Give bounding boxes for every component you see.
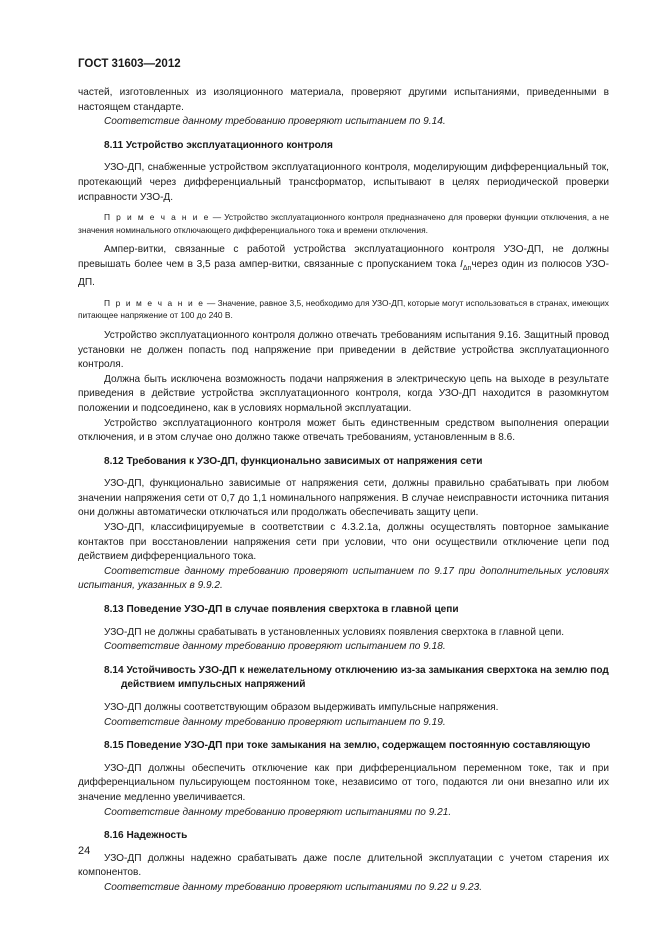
page-number: 24 bbox=[78, 845, 91, 857]
paragraph: УЗО-ДП, снабженные устройством эксплуатационного контроля, моделирующим дифференциальный ток, протекающий через дифференциальный трансформатор, испытывают в целях периодической проверки исправности УЗО-Д. bbox=[78, 162, 609, 203]
compliance-note: Соответствие данному требованию проверяют испытанием по 9.19. bbox=[104, 716, 446, 728]
note-label: П р и м е ч а н и е bbox=[104, 212, 210, 223]
paragraph: УЗО-ДП должны надежно срабатывать даже после длительной эксплуатации с учетом старения их компонентов. bbox=[78, 852, 609, 879]
paragraph-text: через один из полюсов УЗО-ДП. bbox=[78, 258, 609, 289]
note bbox=[78, 211, 609, 236]
section-heading-8-12: 8.12 Требования к УЗО-ДП, функционально зависимых от напряжения сети bbox=[104, 455, 483, 467]
compliance-note: Соответствие данному требованию проверяют испытанием по 9.14. bbox=[104, 116, 446, 128]
section-heading-8-11: 8.11 Устройство эксплуатационного контроля bbox=[104, 139, 333, 151]
section-heading-8-13: 8.13 Поведение УЗО-ДП в случае появления сверхтока в главной цепи bbox=[104, 604, 459, 616]
section-heading-8-14: 8.14 Устойчивость УЗО-ДП к нежелательному отключению из-за замыкания сверхтока на землю под действием импульсных напряжений bbox=[104, 664, 609, 691]
paragraph: УЗО-ДП не должны срабатывать в установленных условиях появления сверхтока в главной цепи. bbox=[104, 626, 565, 638]
document-header: ГОСТ 31603—2012 bbox=[78, 58, 181, 70]
paragraph: УЗО-ДП должны обеспечить отключение как при дифференциальном переменном токе, так и при дифференциальном пульсирующем постоянном токе, независимо от того, подаются ли они внезапно или их значение медленно увеличивается. bbox=[78, 762, 609, 803]
compliance-note: Соответствие данному требованию проверяют испытанием по 9.17 при дополнительных условиях испытания, указанных в 9.9.2. bbox=[78, 565, 609, 592]
paragraph: Устройство эксплуатационного контроля может быть единственным средством выполнения операции отключения, и в этом случае оно должно также отвечать требованиям, установленным в 8.6. bbox=[78, 417, 609, 444]
note bbox=[78, 297, 609, 322]
paragraph: частей, изготовленных из изоляционного материала, проверяют другими испытаниями, приведенными в настоящем стандарте. bbox=[78, 87, 609, 113]
section-heading-8-15: 8.15 Поведение УЗО-ДП при токе замыкания на землю, содержащем постоянную составляющую bbox=[104, 740, 591, 752]
paragraph: УЗО-ДП, классифицируемые в соответствии с 4.3.2.1а, должны осуществлять повторное замыкание контактов при восстановлении напряжения сети при условии, что они осуществили отключение цепи под действием дифференциального тока. bbox=[78, 522, 609, 563]
note-label: П р и м е ч а н и е bbox=[104, 297, 205, 308]
paragraph: УЗО-ДП, функционально зависимые от напряжения сети, должны правильно срабатывать при любом значении напряжения сети от 0,7 до 1,1 номинального напряжения. В случае неисправности источника питания они должны автоматически отключаться или продолжать обеспечивать защиту цепи. bbox=[78, 478, 609, 519]
paragraph: Должна быть исключена возможность подачи напряжения в электрическую цепь на выходе в результате приведения в действие устройства эксплуатационного контроля, когда УЗО-ДП находится в разомкнутом положении и подсоединено, как в условиях нормальной эксплуатации. bbox=[78, 373, 609, 414]
note-text: — Устройство эксплуатационного контроля предназначено для проверки функции отключения, а не значения номинального отключающего дифференциального тока и времени отключения. bbox=[78, 212, 609, 235]
paragraph: УЗО-ДП должны соответствующим образом выдерживать импульсные напряжения. bbox=[104, 702, 499, 714]
current-subscript: Δn bbox=[462, 264, 472, 272]
paragraph-text: Ампер-витки, связанные с работой устройства эксплуатационного контроля УЗО-ДП, не должны превышать более чем в 3,5 раза ампер-витки, связанные с пропусканием тока bbox=[78, 244, 609, 270]
paragraph: Устройство эксплуатационного контроля должно отвечать требованиям испытания 9.16. Защитный провод установки не должен попасть под напряжение при приведении в действие устройства эксплуатационного контроля. bbox=[78, 329, 609, 371]
note-text: — Значение, равное 3,5, необходимо для УЗО-ДП, которые могут использоваться в странах, имеющих питающее напряжение от 100 до 240 В. bbox=[78, 297, 609, 321]
compliance-note: Соответствие данному требованию проверяют испытаниями по 9.21. bbox=[104, 806, 452, 818]
section-heading-8-16: 8.16 Надежность bbox=[104, 830, 188, 842]
current-symbol: I bbox=[460, 258, 463, 270]
compliance-note: Соответствие данному требованию проверяют испытаниями по 9.22 и 9.23. bbox=[104, 881, 483, 893]
compliance-note: Соответствие данному требованию проверяют испытанием по 9.18. bbox=[104, 641, 446, 653]
paragraph bbox=[78, 243, 609, 291]
